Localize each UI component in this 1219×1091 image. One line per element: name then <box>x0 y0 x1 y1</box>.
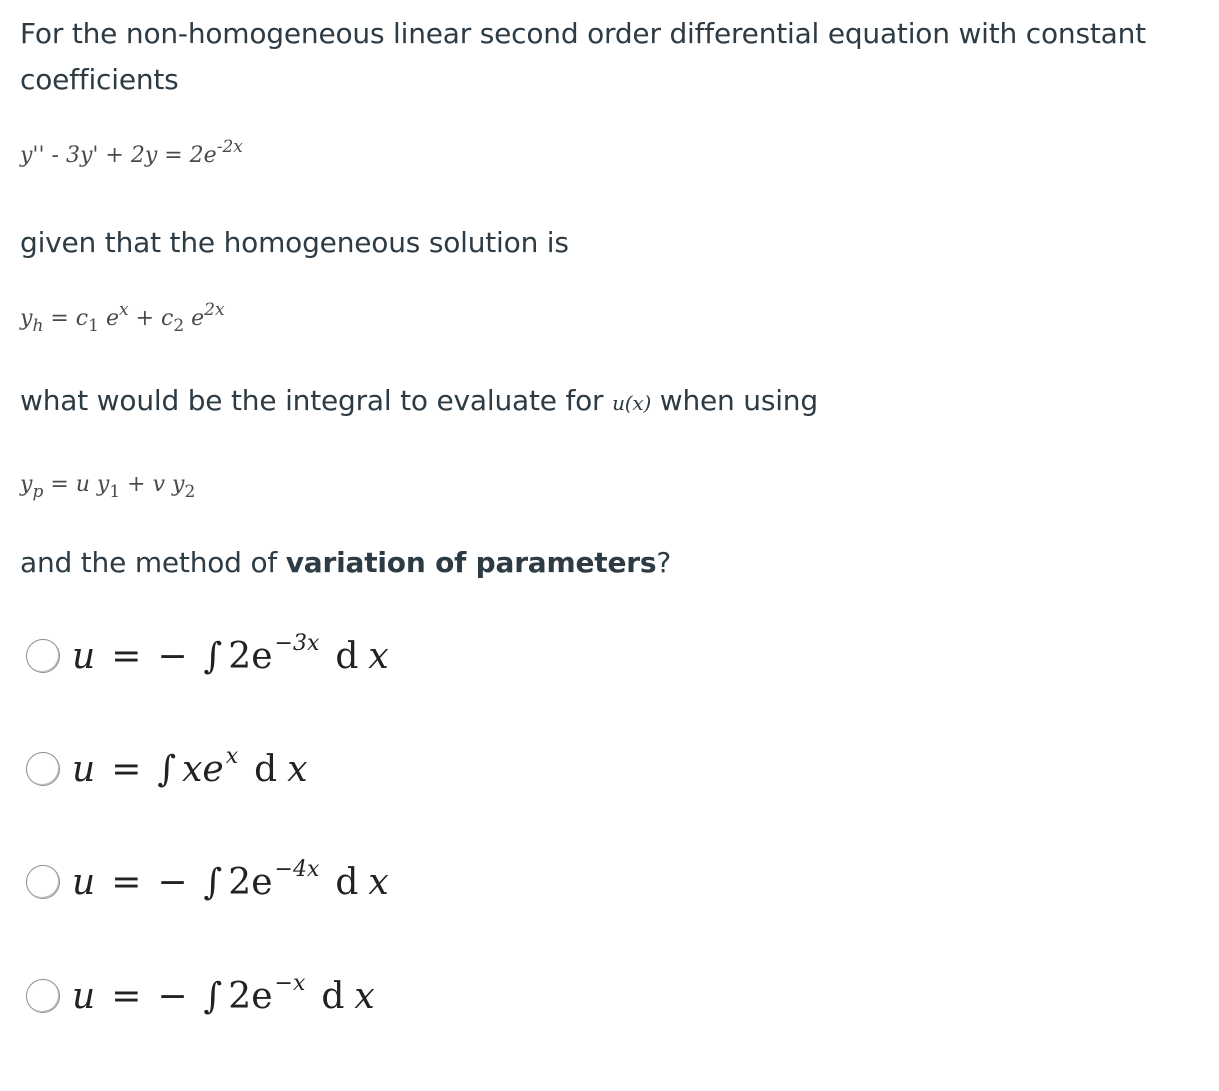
option-var: x <box>368 861 389 903</box>
radio-button[interactable] <box>26 865 60 899</box>
yp-y: y <box>20 472 33 497</box>
option-2-math <box>72 743 308 790</box>
option-d: d <box>254 748 278 790</box>
method-before: and the method of <box>20 546 286 579</box>
option-var: x <box>368 635 389 677</box>
c2-sub: 2 <box>173 316 185 336</box>
option-exp: −x <box>274 970 306 996</box>
option-d: d <box>335 861 359 903</box>
option-dx <box>254 749 307 790</box>
yp-plus: + v y <box>120 472 185 497</box>
option-d: d <box>335 635 359 677</box>
what-text <box>20 378 818 426</box>
option-rel: = <box>111 861 142 903</box>
option-dx <box>321 976 374 1017</box>
method-text <box>20 540 671 586</box>
u-of-x: u(x) <box>612 391 652 415</box>
option-var: x <box>354 975 375 1017</box>
e1-exp: x <box>118 300 129 320</box>
yh-plus: + c <box>128 306 174 331</box>
option-body: 2e <box>228 975 273 1017</box>
answer-option-2[interactable] <box>26 745 308 793</box>
option-lhs: u <box>72 635 96 677</box>
option-exp: x <box>225 743 239 769</box>
option-body: xe <box>182 748 224 790</box>
option-neg: − <box>157 975 188 1017</box>
option-exp: −3x <box>274 630 320 656</box>
radio-button[interactable] <box>26 752 60 786</box>
particular-form <box>20 472 196 502</box>
what-after: when using <box>651 384 818 417</box>
option-rel: = <box>111 635 142 677</box>
homogeneous-solution <box>20 300 225 336</box>
option-var: x <box>287 748 308 790</box>
option-3-math <box>72 856 389 903</box>
integral-sign: ∫ <box>203 635 223 677</box>
yh-eq: = c <box>43 306 89 331</box>
yp-sub: p <box>32 482 44 502</box>
option-body: 2e <box>228 635 273 677</box>
yp-mid: = u y <box>43 472 110 497</box>
method-after: ? <box>656 546 671 579</box>
y2-sub: 2 <box>184 482 196 502</box>
yh-sub: h <box>32 316 44 336</box>
what-before: what would be the integral to evaluate for <box>20 384 613 417</box>
option-dx <box>335 862 388 903</box>
radio-button[interactable] <box>26 979 60 1013</box>
option-d: d <box>321 975 345 1017</box>
question-intro: For the non-homogeneous linear second order differential equation with constant coefficients <box>20 17 1146 96</box>
e1: e <box>98 306 119 331</box>
e2: e <box>184 306 205 331</box>
method-bold: variation of parameters <box>285 546 657 579</box>
e2-exp: 2x <box>204 300 225 320</box>
answer-option-3[interactable] <box>26 858 389 906</box>
y1-sub: 1 <box>109 482 121 502</box>
option-1-math <box>72 630 389 677</box>
integral-sign: ∫ <box>157 748 177 790</box>
integral-sign: ∫ <box>203 975 223 1017</box>
option-lhs: u <box>72 748 96 790</box>
option-rel: = <box>111 975 142 1017</box>
option-4-math <box>72 970 375 1017</box>
radio-button[interactable] <box>26 639 60 673</box>
option-rel: = <box>111 748 142 790</box>
option-dx <box>335 636 388 677</box>
option-neg: − <box>157 635 188 677</box>
option-lhs: u <box>72 861 96 903</box>
equation-lhs: y'' - 3y' + 2y = 2e <box>20 143 217 168</box>
option-body: 2e <box>228 861 273 903</box>
integral-sign: ∫ <box>203 861 223 903</box>
equation-exponent: -2x <box>216 137 243 157</box>
given-text: given that the homogeneous solution is <box>20 226 569 259</box>
option-lhs: u <box>72 975 96 1017</box>
c1-sub: 1 <box>88 316 99 336</box>
answer-option-4[interactable] <box>26 972 375 1020</box>
option-exp: −4x <box>274 856 320 882</box>
option-neg: − <box>157 861 188 903</box>
differential-equation <box>20 137 243 168</box>
yh-y: y <box>20 306 33 331</box>
answer-option-1[interactable] <box>26 632 389 680</box>
